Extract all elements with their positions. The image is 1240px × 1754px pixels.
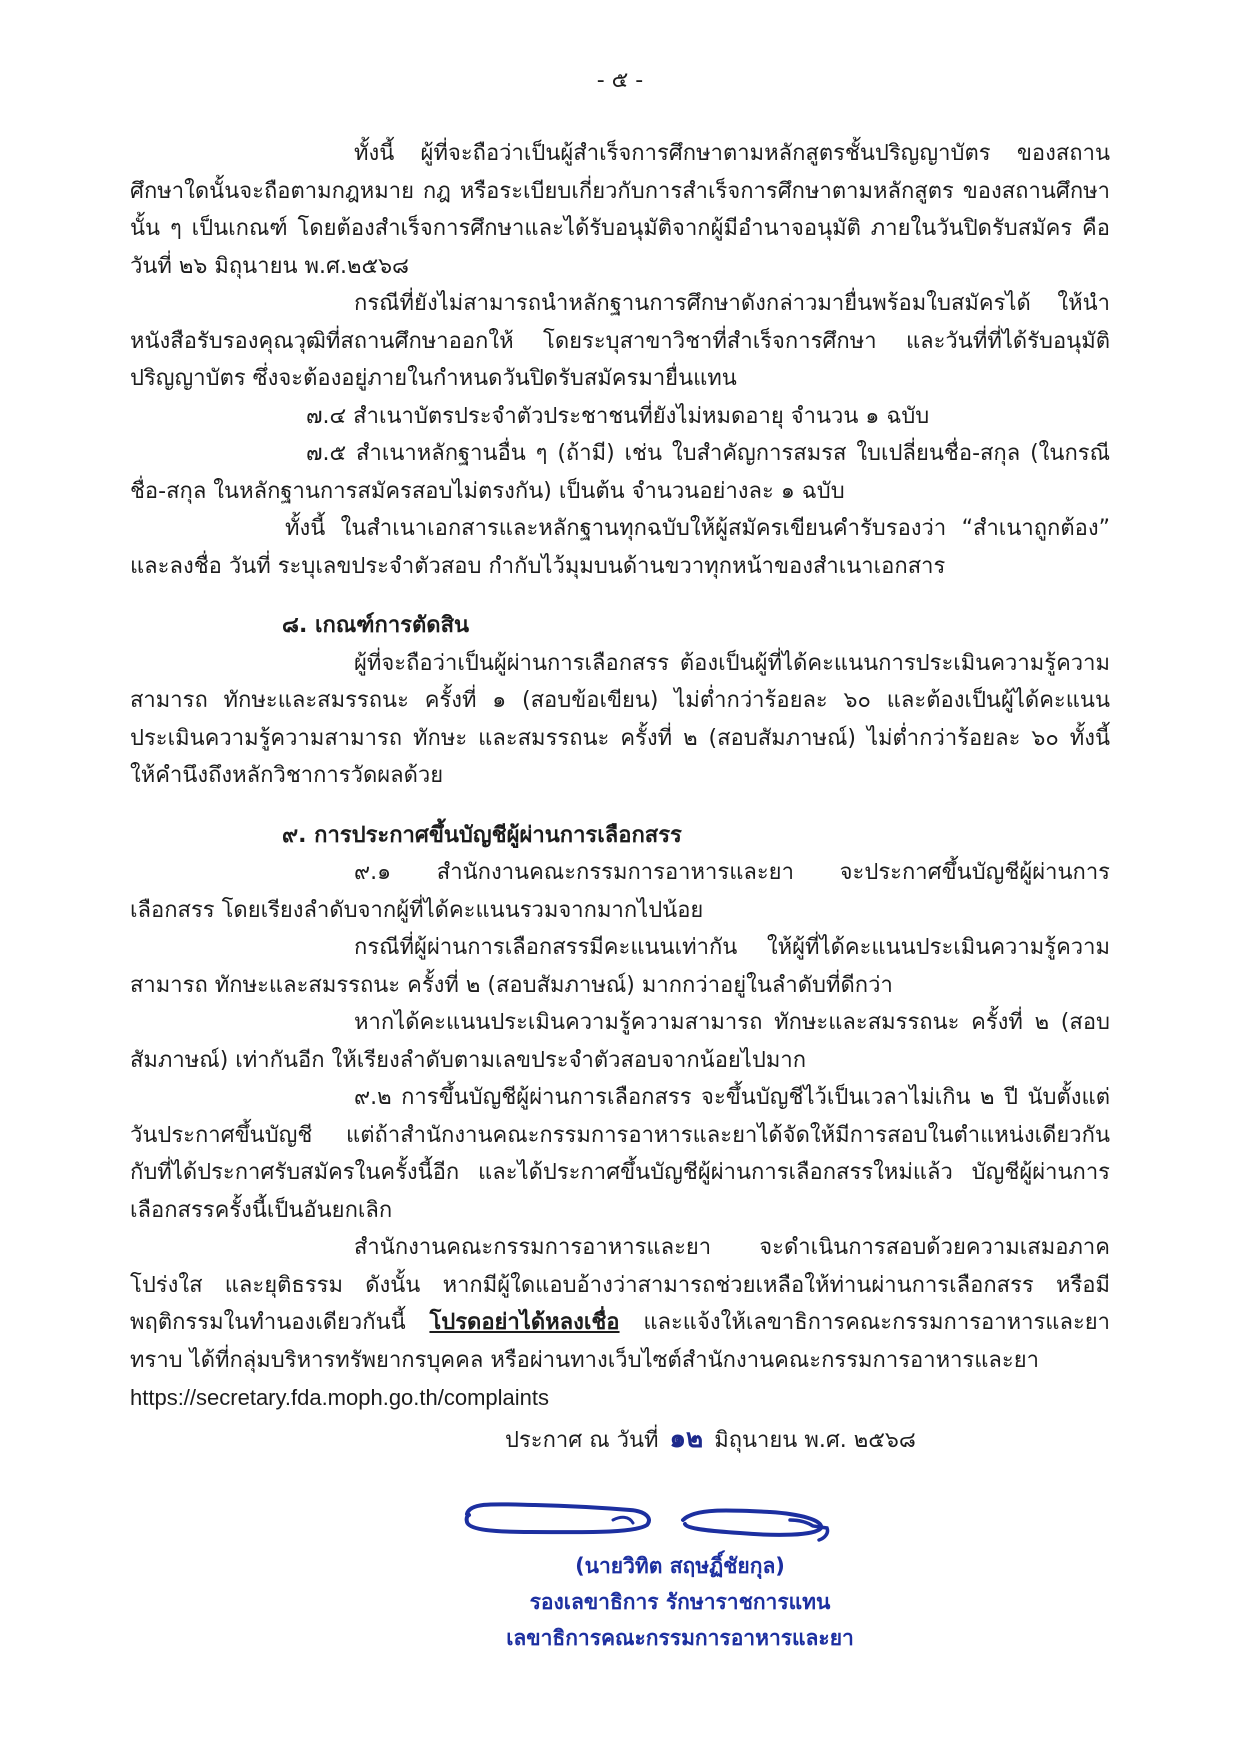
- paragraph-item-7-4: ๗.๔ สำเนาบัตรประจำตัวประชาชนที่ยังไม่หมดอายุ จำนวน ๑ ฉบับ: [306, 403, 930, 429]
- signatory-block: [460, 1548, 900, 1656]
- paragraph-tie-rule: กรณีที่ผู้ผ่านการเลือกสรรมีคะแนนเท่ากัน ให้ผู้ที่ได้คะแนนประเมินความรู้ความสามารถ ทักษะและสมรรถนะ ครั้งที่ ๒ (สอบสัมภาษณ์) มากกว่าอยู่ในลำดับที่ดีกว่า: [130, 935, 1110, 998]
- paragraph-tie-rule-2: หากได้คะแนนประเมินความรู้ความสามารถ ทักษะและสมรรถนะ ครั้งที่ ๒ (สอบสัมภาษณ์) เท่ากันอีก ให้เรียงลำดับตามเลขประจำตัวสอบจากน้อยไปมาก: [130, 1010, 1110, 1073]
- announcement-date: [505, 1418, 916, 1459]
- signatory-role: รองเลขาธิการ รักษาราชการแทน: [529, 1590, 831, 1614]
- signatory-name: (นายวิทิต สฤษฏิ์ชัยกุล): [575, 1554, 785, 1578]
- signatory-title: เลขาธิการคณะกรรมการอาหารและยา: [506, 1626, 854, 1650]
- warning-intro: สำนักงานคณะกรรมการอาหารและยา จะดำเนินการสอบด้วยความเสมอภาค โปร่งใส และยุติธรรม ดังนั้น หากมีผู้ใดแอบอ้างว่าสามารถช่วยเหลือให้ท่านผ่านการเลือกสรร หรือมีพฤติกรรมในทำนองเดียวกันนี้: [130, 1235, 1110, 1335]
- announcement-prefix: ประกาศ ณ วันที่: [505, 1428, 659, 1453]
- announcement-month-year: มิถุนายน พ.ศ. ๒๕๖๘: [714, 1428, 916, 1453]
- section-heading-8: ๘. เกณฑ์การตัดสิน: [282, 613, 470, 638]
- announcement-day: ๑๒: [669, 1424, 704, 1454]
- page-number: - ๕ -: [596, 68, 644, 93]
- complaints-link[interactable]: https://secretary.fda.moph.go.th/complaints: [130, 1385, 550, 1410]
- paragraph-certificate-substitute: กรณีที่ยังไม่สามารถนำหลักฐานการศึกษาดังกล่าวมายื่นพร้อมใบสมัครได้ ให้นำหนังสือรับรองคุณวุฒิที่สถานศึกษาออกให้ โดยระบุสาขาวิชาที่สำเร็จการศึกษา และวันที่ที่ได้รับอนุมัติปริญญาบัตร ซึ่งจะต้องอยู่ภายในกำหนดวันปิดรับสมัครมายื่นแทน: [130, 291, 1110, 391]
- warning-emphasis: โปรดอย่าได้หลงเชื่อ: [429, 1310, 620, 1335]
- section-heading-9: ๙. การประกาศขึ้นบัญชีผู้ผ่านการเลือกสรร: [282, 822, 682, 848]
- document-body: [130, 135, 1110, 1418]
- paragraph-item-9-2: ๙.๒ การขึ้นบัญชีผู้ผ่านการเลือกสรร จะขึ้นบัญชีไว้เป็นเวลาไม่เกิน ๒ ปี นับตั้งแต่วันประกาศขึ้นบัญชี แต่ถ้าสำนักงานคณะกรรมการอาหารและยาได้จัดให้มีการสอบในตำแหน่งเดียวกันกับที่ได้ประกาศรับสมัครในครั้งนี้อีก และได้ประกาศขึ้นบัญชีผู้ผ่านการเลือกสรรใหม่แล้ว บัญชีผู้ผ่านการเลือกสรรครั้งนี้เป็นอันยกเลิก: [130, 1085, 1110, 1223]
- paragraph-graduation-criteria: ทั้งนี้ ผู้ที่จะถือว่าเป็นผู้สำเร็จการศึกษาตามหลักสูตรชั้นปริญญาบัตร ของสถานศึกษาใดนั้นจะถือตามกฎหมาย กฎ หรือระเบียบเกี่ยวกับการสำเร็จการศึกษาตามหลักสูตร ของสถานศึกษานั้น ๆ เป็นเกณฑ์ โดยต้องสำเร็จการศึกษาและได้รับอนุมัติจากผู้มีอำนาจอนุมัติ ภายในวันปิดรับสมัคร คือ วันที่ ๒๖ มิถุนายน พ.ศ.๒๕๖๘: [130, 141, 1110, 279]
- warning-contact: และแจ้งให้เลขาธิการคณะกรรมการอาหารและยาทราบ ได้ที่กลุ่มบริหารทรัพยากรบุคคล หรือผ่านทางเว็บไซต์สำนักงานคณะกรรมการอาหารและยา: [130, 1310, 1111, 1373]
- paragraph-copy-certification: ทั้งนี้ ในสำเนาเอกสารและหลักฐานทุกฉบับให้ผู้สมัครเขียนคำรับรองว่า “สำเนาถูกต้อง” และลงชื่อ วันที่ ระบุเลขประจำตัวสอบ กำกับไว้มุมบนด้านขวาทุกหน้าของสำเนาเอกสาร: [130, 516, 1110, 579]
- paragraph-item-7-5: ๗.๕ สำเนาหลักฐานอื่น ๆ (ถ้ามี) เช่น ใบสำคัญการสมรส ใบเปลี่ยนชื่อ-สกุล (ในกรณีชื่อ-สกุล ในหลักฐานการสมัครสอบไม่ตรงกัน) เป็นต้น จำนวนอย่างละ ๑ ฉบับ: [130, 441, 1110, 504]
- paragraph-item-9-1: ๙.๑ สำนักงานคณะกรรมการอาหารและยา จะประกาศขึ้นบัญชีผู้ผ่านการเลือกสรร โดยเรียงลำดับจากผู้ที่ได้คะแนนรวมจากมากไปน้อย: [130, 860, 1110, 923]
- paragraph-fraud-warning: [130, 1229, 1110, 1418]
- paragraph-judging-criteria: ผู้ที่จะถือว่าเป็นผู้ผ่านการเลือกสรร ต้องเป็นผู้ที่ได้คะแนนการประเมินความรู้ความสามารถ ทักษะและสมรรถนะ ครั้งที่ ๑ (สอบข้อเขียน) ไม่ต่ำกว่าร้อยละ ๖๐ และต้องเป็นผู้ได้คะแนนประเมินความรู้ความสามารถ ทักษะ และสมรรถนะ ครั้งที่ ๒ (สอบสัมภาษณ์) ไม่ต่ำกว่าร้อยละ ๖๐ ทั้งนี้ ให้คำนึงถึงหลักวิชาการวัดผลด้วย: [130, 650, 1110, 788]
